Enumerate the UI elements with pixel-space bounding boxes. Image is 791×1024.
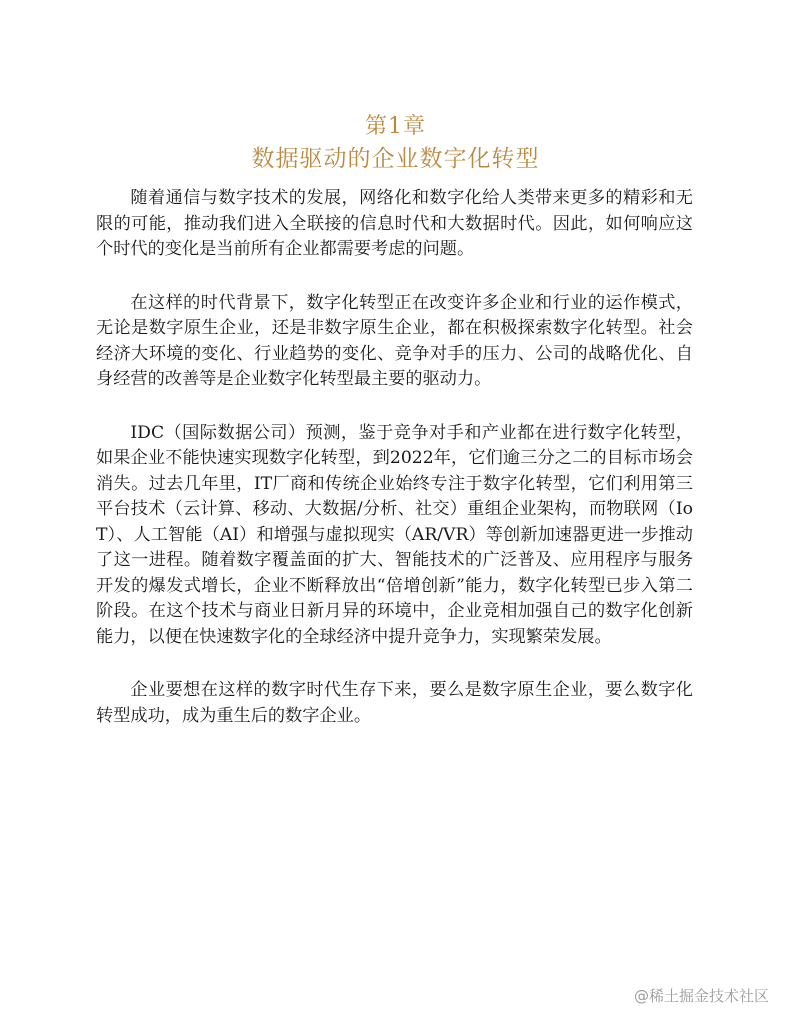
paragraph-2: 在这样的时代背景下，数字化转型正在改变许多企业和行业的运作模式，无论是数字原生企业，还是非数字原生企业，都在积极探索数字化转型。社会经济大环境的变化、行业趋势的变化、竞争对手的压力、公司的战略优化、自身经营的改善等是企业数字化转型最主要的驱动力。 bbox=[96, 292, 693, 389]
chapter-header bbox=[0, 112, 791, 176]
body-text bbox=[96, 186, 693, 757]
paragraph-3: IDC（国际数据公司）预测，鉴于竞争对手和产业都在进行数字化转型，如果企业不能快速实现数字化转型，到2022年，它们逾三分之二的目标市场会消失。过去几年里，IT厂商和传统企业始终专注于数字化转型，它们利用第三平台技术（云计算、移动、大数据/分析、社交）重组企业架构，而物联网（IoT）、人工智能（AI）和增强与虚拟现实（AR/VR）等创新加速器更进一步推动了这一进程。随着数字覆盖面的扩大、智能技术的广泛普及、应用程序与服务开发的爆发式增长，企业不断释放出“倍增创新”能力，数字化转型已步入第二阶段。在这个技术与商业日新月异的环境中，企业竞相加强自己的数字化创新能力，以便在快速数字化的全球经济中提升竞争力，实现繁荣发展。 bbox=[96, 422, 693, 647]
chapter-number: 第1章 bbox=[365, 114, 426, 139]
paragraph-1: 随着通信与数字技术的发展，网络化和数字化给人类带来更多的精彩和无限的可能，推动我们进入全联接的信息时代和大数据时代。因此，如何响应这个时代的变化是当前所有企业都需要考虑的问题。 bbox=[96, 188, 693, 259]
chapter-title: 数据驱动的企业数字化转型 bbox=[251, 146, 540, 172]
paragraph-4: 企业要想在这样的数字时代生存下来，要么是数字原生企业，要么数字化转型成功，成为重生后的数字企业。 bbox=[96, 680, 693, 726]
watermark: @稀土掘金技术社区 bbox=[633, 987, 769, 1005]
